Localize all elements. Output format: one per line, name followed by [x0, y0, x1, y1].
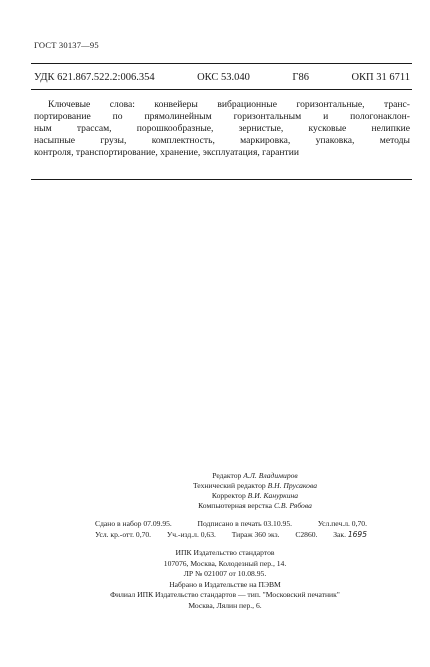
publisher-line: 107076, Москва, Колодезный пер., 14. — [163, 558, 287, 568]
okp-code: ОКП 31 6711 — [351, 72, 410, 83]
staff-role: Редактор — [212, 471, 242, 480]
keywords-line: контроля, транспортирование, хранение, эксплуатация, гарантии — [34, 147, 299, 158]
printing-row — [95, 529, 367, 540]
publisher-line: Москва, Лялин пер., 6. — [188, 600, 262, 610]
publisher-info — [60, 548, 390, 611]
staff-role: Технический редактор — [192, 481, 266, 490]
printing-field: Подписано в печать 03.10.95. — [197, 519, 293, 528]
staff-row — [130, 501, 380, 511]
printing-field: Уч.-изд.л. 0,63. — [166, 530, 216, 539]
order-label: Зак. — [333, 530, 346, 539]
printing-field: Усл. кр.-отт. 0,70. — [95, 530, 152, 539]
printing-info — [95, 518, 367, 540]
staff-name: А.Л. Владимиров — [243, 471, 298, 480]
bottom-rule — [31, 179, 412, 180]
publisher-line: ИПК Издательство стандартов — [175, 548, 275, 557]
keywords-line: Ключевые слова: конвейеры вибрационные горизонтальные, транс- — [48, 99, 410, 110]
udk-code: УДК 621.867.522.2:006.354 — [34, 72, 155, 83]
publisher-line: ЛР № 021007 от 10.08.95. — [183, 569, 267, 578]
printing-field: Усл.печ.л. 0,70. — [317, 519, 367, 528]
publisher-line: Набрано в Издательстве на ПЭВМ — [169, 579, 281, 589]
printing-field: Сдано в набор 07.09.95. — [95, 519, 172, 528]
keywords-line: портирование по прямолинейным горизонтальным и пологонаклон- — [34, 111, 410, 122]
keywords-line: насыпные грузы, комплектность, маркировка, упаковка, методы — [34, 135, 410, 146]
top-rule — [31, 63, 412, 64]
keywords-line: ным трассам, порошкообразные, зернистые, кусковые нелипкие — [34, 123, 410, 134]
printing-field: С2860. — [295, 530, 318, 539]
staff-credits — [130, 471, 380, 511]
document-id: ГОСТ 30137—95 — [34, 40, 99, 50]
keywords-paragraph — [34, 99, 410, 159]
staff-row — [130, 491, 380, 501]
staff-name: В.И. Кануркина — [247, 491, 299, 500]
staff-name: В.Н. Прусакова — [267, 481, 318, 490]
group-code: Г86 — [292, 72, 309, 83]
printing-field: Тираж 360 экз. — [231, 530, 280, 539]
staff-row — [130, 481, 380, 491]
printing-order — [333, 529, 367, 540]
staff-name: С.В. Рябова — [273, 501, 312, 510]
staff-role: Компьютерная верстка — [198, 501, 273, 510]
oks-code: ОКС 53.040 — [197, 72, 250, 83]
middle-rule — [31, 89, 412, 90]
classification-row — [34, 72, 410, 83]
printing-row — [95, 518, 367, 529]
staff-row — [130, 471, 380, 481]
publisher-line: Филиал ИПК Издательство стандартов — тип. "Московский печатник" — [110, 590, 340, 599]
staff-role: Корректор — [211, 491, 246, 500]
order-number: 1695 — [347, 530, 367, 539]
